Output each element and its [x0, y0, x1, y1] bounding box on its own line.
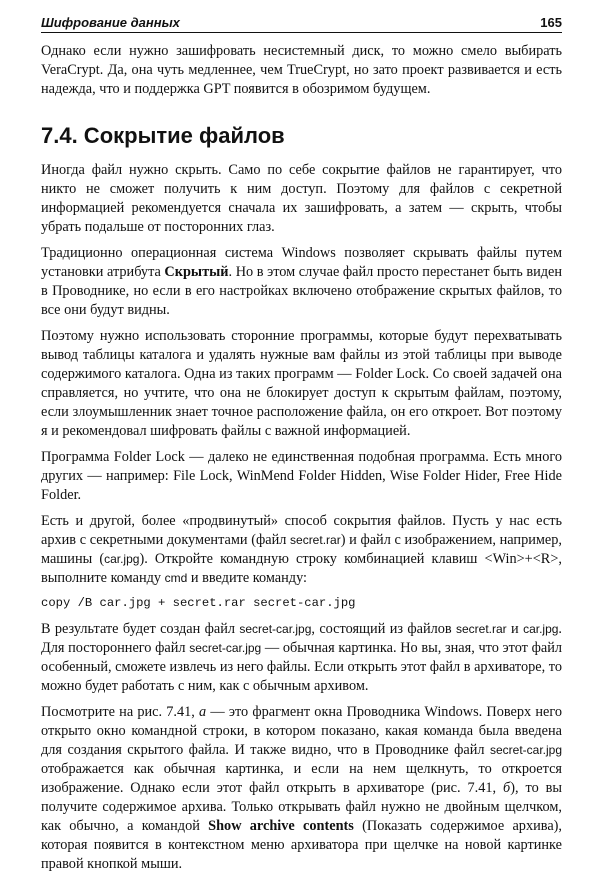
page-number: 165: [540, 15, 562, 30]
code-line: copy /B car.jpg + secret.rar secret-car.jpg: [41, 596, 356, 610]
section-heading: 7.4. Сокрытие файлов: [41, 123, 285, 148]
filename-secret-car-jpg-3: secret-car.jpg: [489, 743, 562, 757]
paragraph-5: [41, 512, 562, 588]
paragraph-7-text-c: отображается как обычная картинка, и если на нем щелкнуть, то откроется изображение. Однако если этот файл открыть в архиваторе (рис. 7.41,: [41, 761, 562, 796]
figure-ref-a: а: [199, 704, 207, 720]
paragraph-5-text-b: ) и файл с изображением, например, машины (: [41, 532, 562, 567]
paragraph-6-text-d: . Для постороннего файл: [41, 621, 562, 656]
paragraph-6-text-c: и: [506, 621, 524, 637]
paragraph-4-text: Программа Folder Lock — далеко не единственная подобная программа. Есть много других — например: File Lock, WinMend Folder Hidden, Wise Folder Hider, Free Hide Folder.: [41, 449, 562, 503]
hidden-attribute-term: Скрытый: [164, 264, 229, 280]
paragraph-6-text-b: , состоящий из файлов: [311, 621, 456, 637]
filename-car-jpg: car.jpg: [104, 552, 140, 566]
intro-text: Однако если нужно зашифровать несистемный диск, то можно смело выбирать VeraCrypt. Да, она чуть медленнее, чем TrueCrypt, но зато проект развивается и есть надежда, что и поддержка GPT появится в обозримом будущем.: [41, 43, 562, 97]
paragraph-5-text-d: и введите команду:: [187, 570, 308, 586]
filename-secret-car-jpg-2: secret-car.jpg: [189, 641, 262, 655]
filename-secret-car-jpg: secret-car.jpg: [239, 622, 312, 636]
paragraph-2-text-a: Традиционно операционная система Windows позволяет скрывать файлы путем установки атрибута: [41, 245, 562, 280]
paragraph-6: [41, 620, 562, 696]
paragraph-3-text: Поэтому нужно использовать сторонние программы, которые будут перехватывать вывод таблицы каталога и удалять нужные вам файлы из этой таблицы при выводе содержимого каталога. Одна из таких программ — Folder Lock. Со своей задачей она справляется, но учтите, что она не блокирует доступ к скрытым файлам, поэтому, если злоумышленник знает точное расположение файла, он его откроет. Вот поэтому я и рекомендовал шифровать файлы с важной информацией.: [41, 328, 562, 439]
running-header-title: Шифрование данных: [41, 15, 180, 30]
intro-paragraph: [41, 42, 562, 99]
paragraph-4: [41, 448, 562, 505]
paragraph-7: [41, 703, 562, 874]
running-header: [41, 14, 562, 33]
command-cmd: cmd: [164, 571, 188, 585]
filename-car-jpg-2: car.jpg: [523, 622, 559, 636]
paragraph-2: [41, 244, 562, 320]
paragraph-1: [41, 161, 562, 237]
paragraph-3: [41, 327, 562, 441]
paragraph-6-text-e: — обычная картинка. Но вы, зная, что этот файл особенный, сможете извлечь из него файлы. Если открыть этот файл в архиваторе, то можно будет работать с ним, как с обычным архивом.: [41, 640, 562, 694]
paragraph-5-text-a: Есть и другой, более «продвинутый» способ сокрытия файлов. Пусть у нас есть архив с секретными документами (файл: [41, 513, 562, 548]
filename-secret-rar: secret.rar: [290, 533, 341, 547]
paragraph-7-text-a: Посмотрите на рис. 7.41,: [41, 704, 200, 720]
show-archive-contents-command: Show archive contents: [208, 818, 354, 834]
paragraph-2-text-b: . Но в этом случае файл просто перестанет быть виден в Проводнике, но если в его настройках включено отображение скрытых файлов, то все они будут видны.: [41, 264, 562, 318]
figure-ref-b: б: [503, 780, 511, 796]
paragraph-7-text-b: — это фрагмент окна Проводника Windows. Поверх него открыто окно командной строки, в котором показано, какая команда была введена для создания скрытого файла. И также видно, что в Проводнике файл: [41, 704, 563, 758]
filename-secret-rar-2: secret.rar: [456, 622, 507, 636]
paragraph-5-text-c: ). Откройте командную строку комбинацией клавиш <Win>+<R>, выполните команду: [41, 551, 562, 586]
paragraph-7-text-e: (Показать содержимое архива), которая появится в контекстном меню архиватора при щелчке на новой картинке правой кнопкой мыши.: [41, 818, 562, 872]
paragraph-1-text: Иногда файл нужно скрыть. Само по себе сокрытие файлов не гарантирует, что никто не сможет получить к ним доступ. Поэтому для файлов с секретной информацией рекомендуется сначала их зашифровать, а затем — скрыть, чтобы убрать подальше от посторонних глаз.: [41, 162, 562, 235]
paragraph-7-text-d: ), то вы получите содержимое архива. Только открывать файл нужно не двойным щелчком, как обычно, а командой: [41, 780, 562, 834]
paragraph-6-text-a: В результате будет создан файл: [41, 621, 240, 637]
